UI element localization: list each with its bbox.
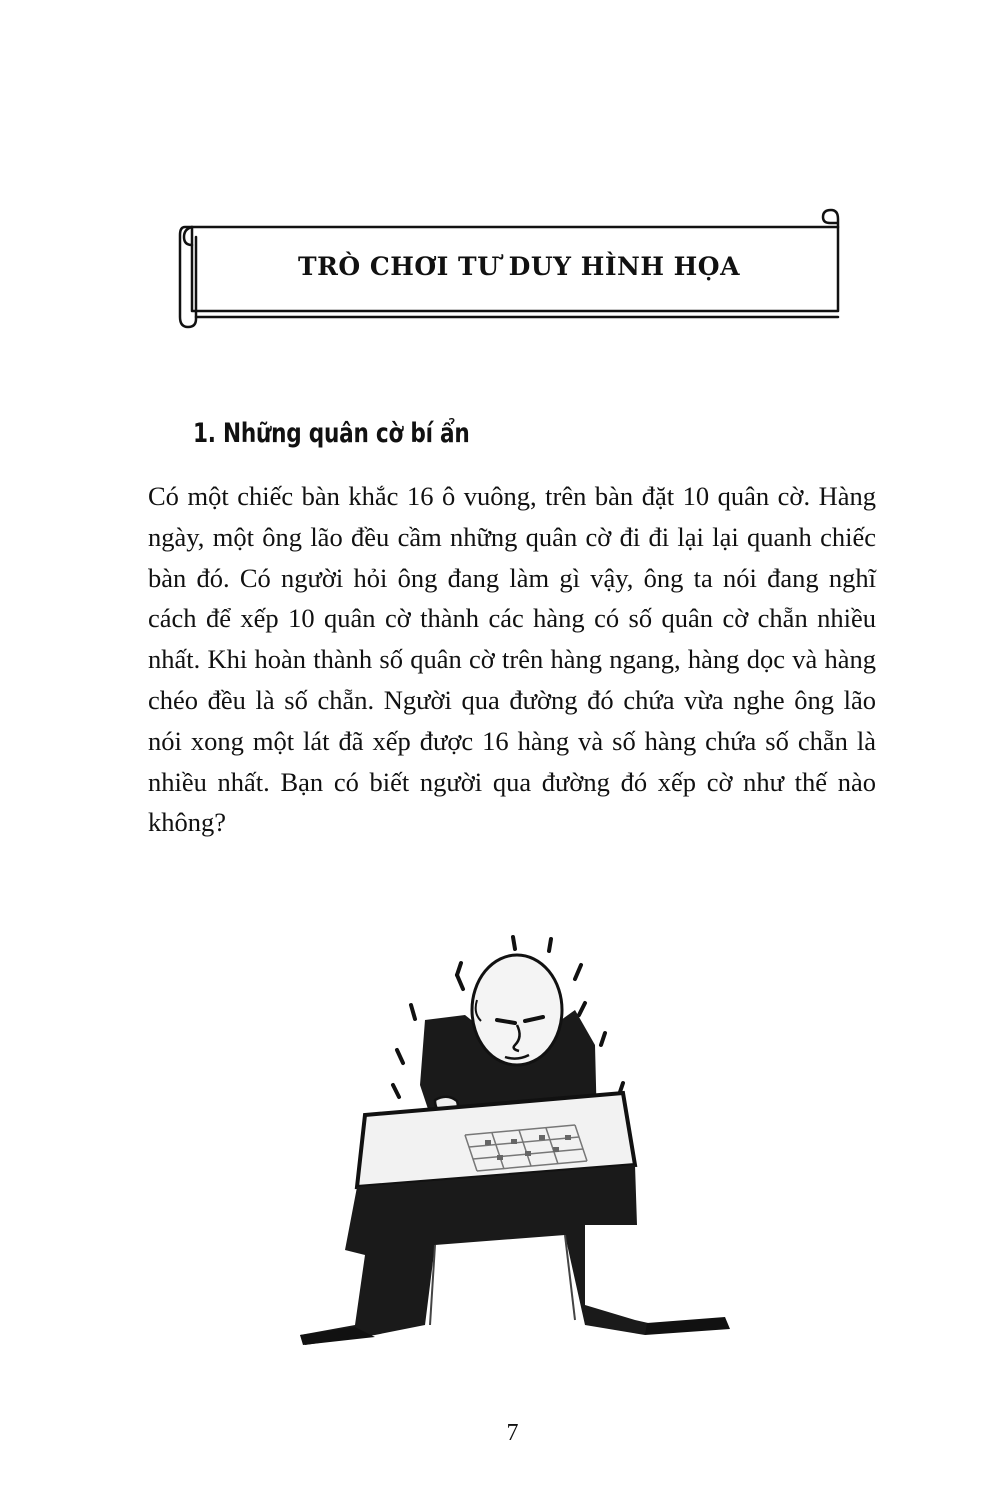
chapter-title: TRÒ CHƠI TƯ DUY HÌNH HỌA	[298, 252, 740, 281]
page-number: 7	[506, 1420, 519, 1446]
section-body: Có một chiếc bàn khắc 16 ô vuông, trên bàn đặt 10 quân cờ. Hàng ngày, một ông lão đều cầm những quân cờ đi đi lại lại quanh chiếc bàn đó. Có người hỏi ông đang làm gì vậy, ông ta nói đang nghĩ cách để xếp 10 quân cờ thành các hàng có số quân cờ chẵn nhiều nhất. Khi hoàn thành số quân cờ trên hàng ngang, hàng dọc và hàng chéo đều là số chẵn. Người qua đường đó chứa vừa nghe ông lão nói xong một lát đã xếp được 16 hàng và số hàng chứa số chẵn là nhiều nhất. Bạn có biết người qua đường đó xếp cờ như thế nào không?	[148, 481, 876, 838]
old-man-thinking-icon	[285, 925, 735, 1345]
title-banner	[170, 205, 860, 335]
thinking-man-illustration	[285, 925, 735, 1345]
section-heading: 1. Những quân cờ bí ẩn	[193, 418, 470, 449]
